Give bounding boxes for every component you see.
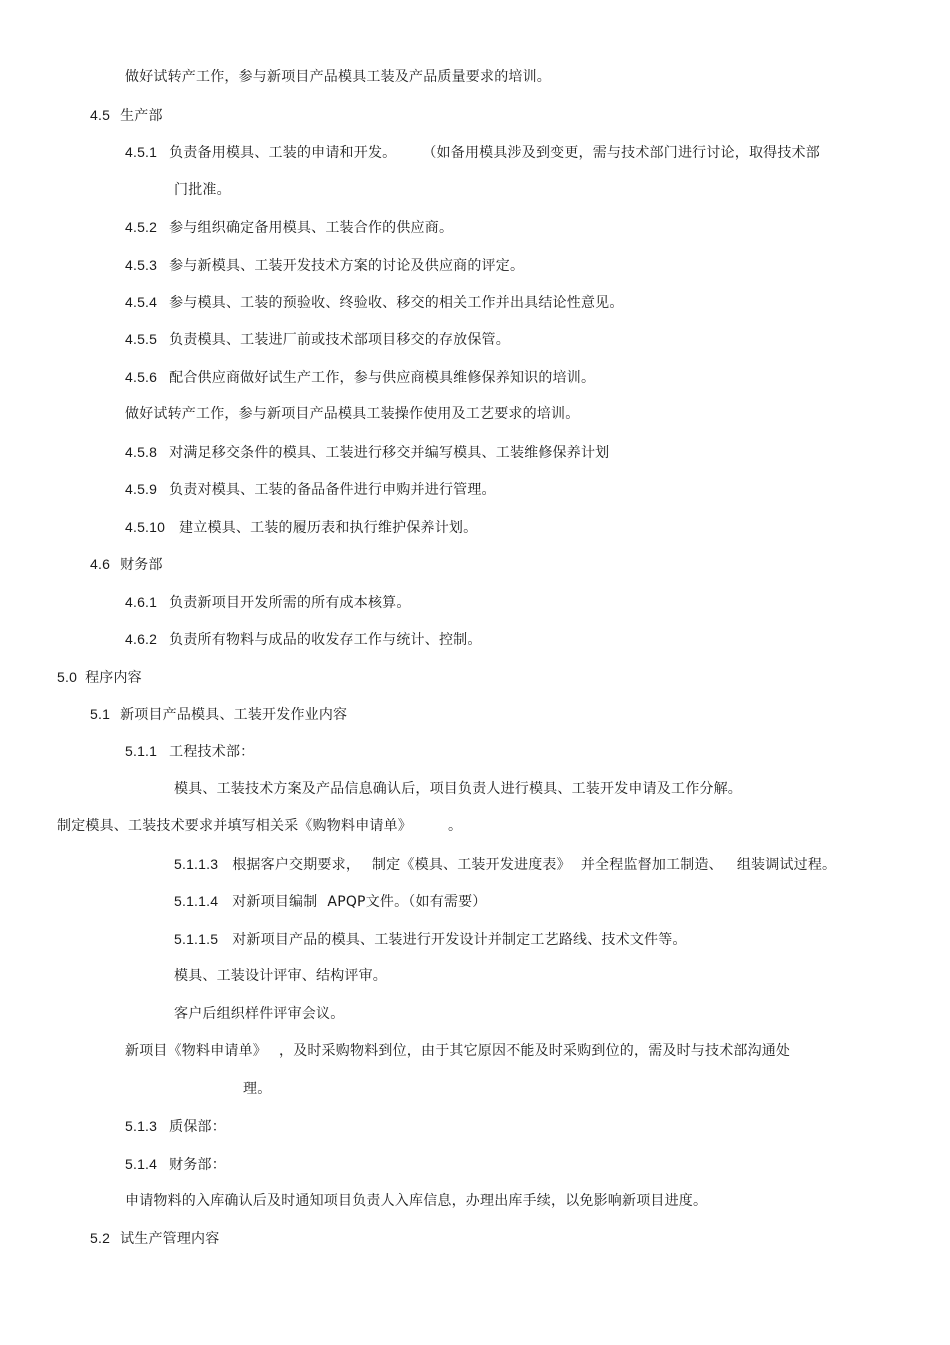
section-heading-4-5: 4.5 生产部 <box>90 107 163 124</box>
item-continuation: 门批准。 <box>174 182 231 198</box>
paragraph-line: 做好试转产工作，参与新项目产品模具工装操作使用及工艺要求的培训。 <box>125 406 580 422</box>
item-5-1-1: 5.1.1 工程技术部： <box>125 743 255 760</box>
paragraph-line: 客户后组织样件评审会议。 <box>174 1006 345 1022</box>
item-4-5-4: 4.5.4 参与模具、工装的预验收、终验收、移交的相关工作并出具结论性意见。 <box>125 294 624 311</box>
paragraph-line: 制定模具、工装技术要求并填写相关采《购物料申请单》 。 <box>57 818 463 834</box>
paragraph-line: 做好试转产工作，参与新项目产品模具工装及产品质量要求的培训。 <box>125 69 551 85</box>
item-4-5-1: 4.5.1 负责备用模具、工装的申请和开发。 （如备用模具涉及到变更，需与技术部门进行讨论，取得技术部 <box>125 144 820 161</box>
item-continuation: 理。 <box>243 1081 272 1097</box>
item-4-5-10: 4.5.10 建立模具、工装的履历表和执行维护保养计划。 <box>125 519 478 536</box>
item-5-1-1-3: 5.1.1.3 根据客户交期要求， 制定《模具、工装开发进度表》 并全程监督加工制造、 组装调试过程。 <box>174 856 837 873</box>
item-4-5-5: 4.5.5 负责模具、工装进厂前或技术部项目移交的存放保管。 <box>125 331 510 348</box>
item-5-1-1-4: 5.1.1.4 对新项目编制 APQP文件。（如有需要） <box>174 893 487 910</box>
item-5-1-4: 5.1.4 财务部： <box>125 1156 226 1173</box>
paragraph-line: 模具、工装设计评审、结构评审。 <box>174 968 387 984</box>
item-4-5-2: 4.5.2 参与组织确定备用模具、工装合作的供应商。 <box>125 219 454 236</box>
item-5-1-3: 5.1.3 质保部： <box>125 1118 226 1135</box>
paragraph-line: 申请物料的入库确认后及时通知项目负责人入库信息，办理出库手续，以免影响新项目进度。 <box>125 1193 708 1209</box>
item-4-5-9: 4.5.9 负责对模具、工装的备品备件进行申购并进行管理。 <box>125 481 496 498</box>
item-4-6-2: 4.6.2 负责所有物料与成品的收发存工作与统计、控制。 <box>125 631 482 648</box>
section-heading-5-0: 5.0 程序内容 <box>57 669 142 686</box>
item-4-5-6: 4.5.6 配合供应商做好试生产工作，参与供应商模具维修保养知识的培训。 <box>125 369 596 386</box>
item-4-6-1: 4.6.1 负责新项目开发所需的所有成本核算。 <box>125 594 411 611</box>
paragraph-line: 新项目《物料申请单》 ，及时采购物料到位，由于其它原因不能及时采购到位的，需及时与技术部沟通处 <box>125 1043 791 1059</box>
paragraph-line: 模具、工装技术方案及产品信息确认后，项目负责人进行模具、工装开发申请及工作分解。 <box>174 781 742 797</box>
item-4-5-3: 4.5.3 参与新模具、工装开发技术方案的讨论及供应商的评定。 <box>125 257 525 274</box>
section-heading-4-6: 4.6 财务部 <box>90 556 163 573</box>
item-5-1-1-5: 5.1.1.5 对新项目产品的模具、工装进行开发设计并制定工艺路线、技术文件等。 <box>174 931 687 948</box>
item-4-5-8: 4.5.8 对满足移交条件的模具、工装进行移交并编写模具、工装维修保养计划 <box>125 444 610 461</box>
section-heading-5-2: 5.2 试生产管理内容 <box>90 1230 220 1247</box>
section-heading-5-1: 5.1 新项目产品模具、工装开发作业内容 <box>90 706 348 723</box>
